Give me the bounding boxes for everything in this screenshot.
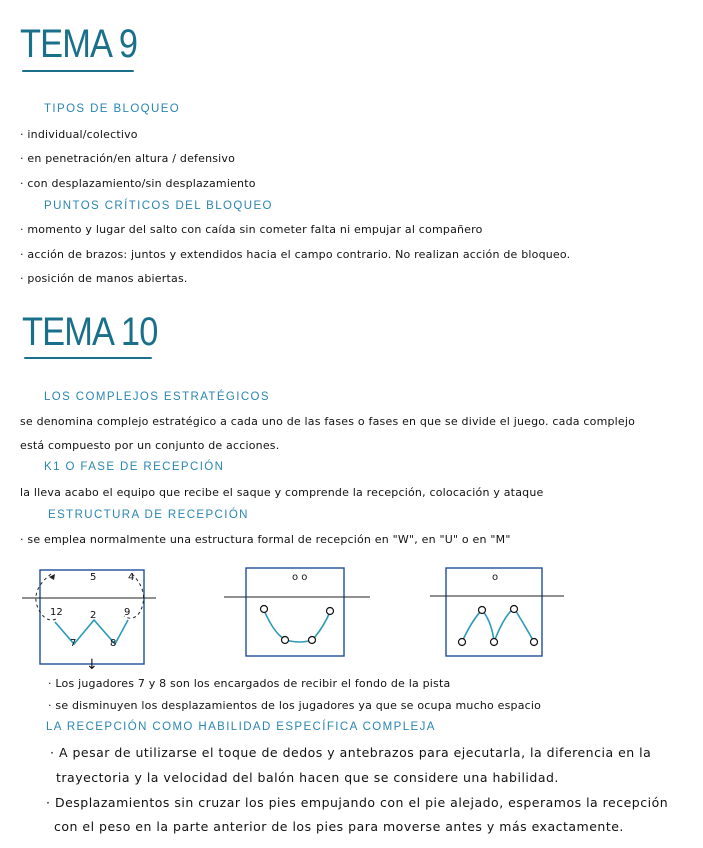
tipos-item: · en penetración/en altura / defensivo: [20, 152, 236, 165]
w-path: [55, 620, 128, 644]
label-2: 2: [90, 610, 97, 621]
player-marker: [459, 639, 466, 646]
tipos-heading: TIPOS DE BLOQUEO: [44, 103, 181, 115]
label-7: 7: [70, 638, 77, 649]
complejos-text: se denomina complejo estratégico a cada uno de las fases o fases en que se divide el juego. cada complejo: [20, 415, 636, 428]
u-formation-diagram: [224, 560, 374, 660]
tipos-item: · con desplazamiento/sin desplazamiento: [20, 177, 256, 190]
tema9-title: TEMA 9: [20, 22, 138, 66]
down-arrow-icon: ↓: [86, 657, 98, 673]
player-marker: [511, 606, 518, 613]
label-8: 8: [110, 638, 117, 649]
u-path: [264, 610, 330, 642]
habilidad-heading: LA RECEPCIÓN COMO HABILIDAD ESPECÍFICA COMPLEJA: [46, 721, 436, 733]
player-marker: [282, 637, 289, 644]
label-4: 4: [128, 572, 135, 583]
label-9: 9: [124, 607, 131, 618]
habilidad-text: · Desplazamientos sin cruzar los pies empujando con el pie alejado, esperamos la recepción: [46, 795, 669, 810]
k1-heading: K1 O FASE DE RECEPCIÓN: [44, 461, 225, 473]
diagram-note: · Los jugadores 7 y 8 son los encargados de recibir el fondo de la pista: [48, 677, 451, 690]
label-5: 5: [90, 572, 97, 583]
m-formation-diagram: [430, 560, 570, 660]
top-player-m: o: [492, 572, 499, 583]
estructura-text: · se emplea normalmente una estructura formal de recepción en "W", en "U" o en "M": [20, 533, 511, 546]
top-players-u: o o: [292, 572, 308, 583]
player-marker: [491, 639, 498, 646]
puntos-item: · acción de brazos: juntos y extendidos hacia el campo contrario. No realizan acción de bloqueo.: [20, 248, 571, 261]
habilidad-text: con el peso en la parte anterior de los pies para moverse antes y más exactamente.: [54, 819, 624, 834]
puntos-heading: PUNTOS CRÍTICOS DEL BLOQUEO: [44, 200, 273, 212]
tema10-title: TEMA 10: [22, 310, 158, 354]
complejos-text: está compuesto por un conjunto de acciones.: [20, 439, 280, 452]
habilidad-text: · A pesar de utilizarse el toque de dedos y antebrazos para ejecutarla, la diferencia en la: [50, 745, 652, 760]
tema9-title-underline: [22, 70, 134, 72]
estructura-heading: ESTRUCTURA DE RECEPCIÓN: [48, 509, 249, 521]
label-12: 12: [50, 607, 63, 618]
k1-text: la lleva acabo el equipo que recibe el saque y comprende la recepción, colocación y ataque: [20, 486, 544, 499]
tema10-title-underline: [24, 357, 152, 359]
habilidad-text: trayectoria y la velocidad del balón hacen que se considere una habilidad.: [56, 770, 559, 785]
m-path: [462, 608, 534, 642]
player-marker: [327, 608, 334, 615]
diagram-note: · se disminuyen los desplazamientos de los jugadores ya que se ocupa mucho espacio: [48, 699, 542, 712]
player-marker: [531, 639, 538, 646]
complejos-heading: LOS COMPLEJOS ESTRATÉGICOS: [44, 391, 270, 403]
player-marker: [479, 607, 486, 614]
tipos-item: · individual/colectivo: [20, 128, 138, 141]
puntos-item: · momento y lugar del salto con caída sin cometer falta ni empujar al compañero: [20, 223, 483, 236]
puntos-item: · posición de manos abiertas.: [20, 272, 188, 285]
player-marker: [309, 637, 316, 644]
player-marker: [261, 606, 268, 613]
